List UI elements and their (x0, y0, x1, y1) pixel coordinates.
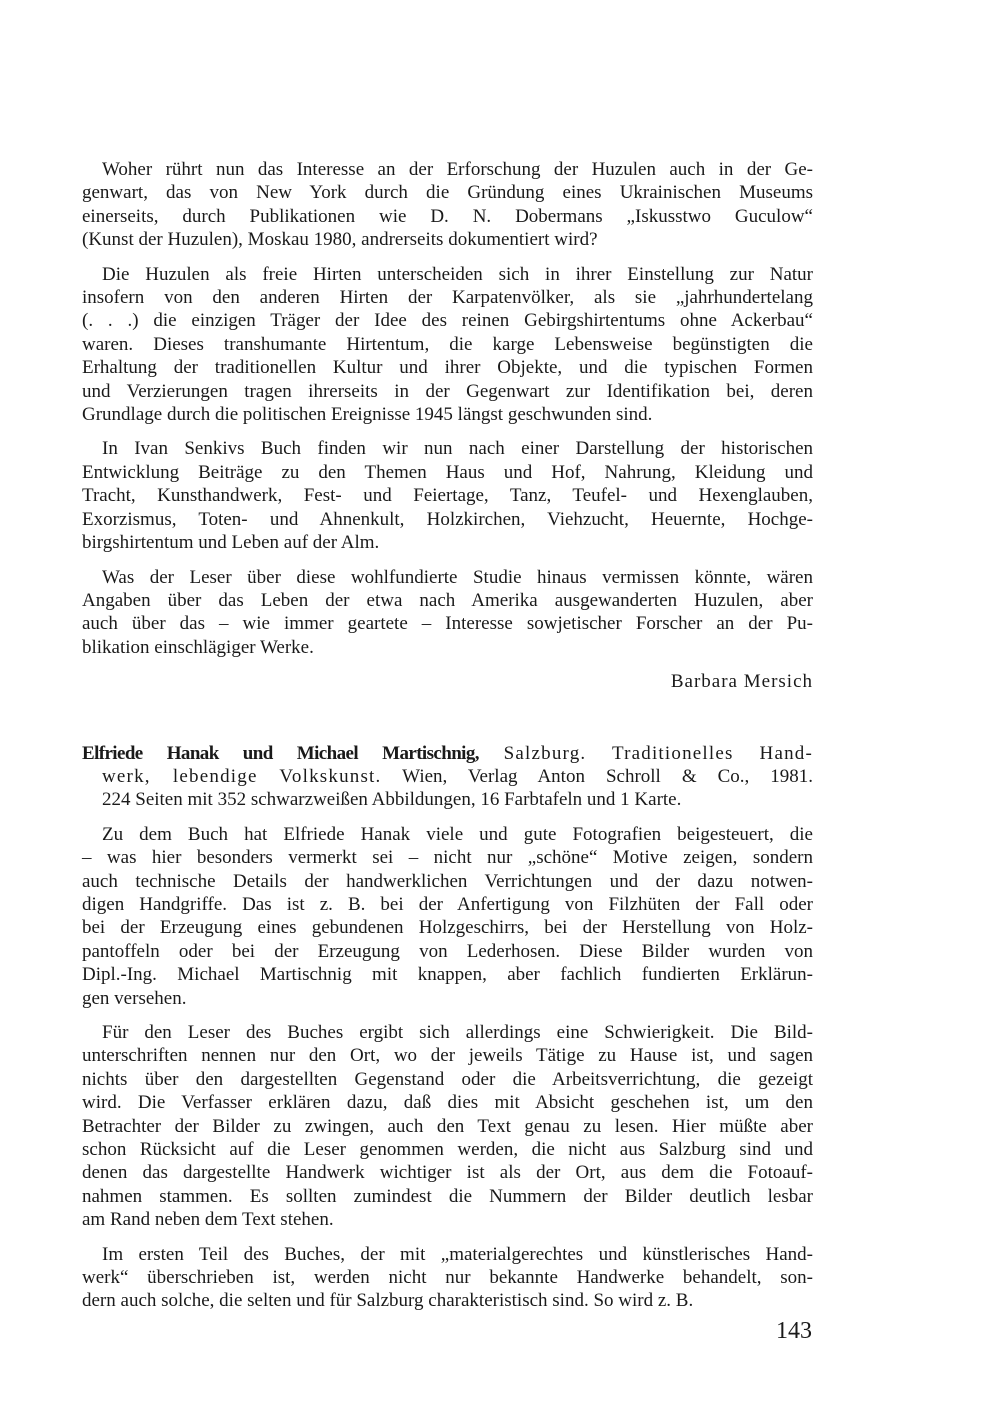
paragraph (82, 1021, 813, 1232)
review-signature: Barbara Mersich (670, 671, 813, 693)
book-authors: Elfriede Hanak und Michael Martischnig, (82, 742, 479, 764)
text-line: Grundlage durch die politischen Ereignisse 1945 längst geschwunden sind. (82, 404, 653, 426)
text-line: Betrachter der Bilder zu zwingen, auch den Text genau zu lesen. Hier müßte aber (82, 1115, 813, 1137)
paragraph (82, 437, 813, 554)
text-line: genwart, das von New York durch die Gründung eines Ukrainischen Museums (82, 182, 813, 204)
text-line: insofern von den anderen Hirten der Karpatenvölker, als sie „jahrhundertelang (82, 287, 813, 309)
book-title-part1: Salzburg. Traditionelles Hand- (503, 742, 813, 764)
text-line: nahmen stammen. Es sollten zumindest die Nummern der Bilder deutlich lesbar (82, 1185, 813, 1207)
text-line: denen das dargestellte Handwerk wichtiger ist als der Ort, aus dem die Fotoauf- (82, 1162, 813, 1184)
paragraph (82, 158, 813, 252)
text-line: unterschriften nennen nur den Ort, wo der jeweils Tätige zu Hause ist, und sagen (82, 1045, 813, 1067)
text-line: Was der Leser über diese wohlfundierte Studie hinaus vermissen könnte, wären (102, 566, 813, 588)
text-line: Exorzismus, Toten- und Ahnenkult, Holzkirchen, Viehzucht, Heuernte, Hochge- (82, 508, 813, 530)
text-line: digen Handgriffe. Das ist z. B. bei der Anfertigung von Filzhüten der Fall oder (82, 893, 813, 915)
paragraph (82, 566, 813, 660)
text-line: pantoffeln oder bei der Erzeugung von Lederhosen. Diese Bilder wurden von (82, 940, 813, 962)
text-line: und Verzierungen tragen ihrerseits in der Gegenwart zur Identifikation bei, deren (82, 380, 813, 402)
text-line: nichts über den dargestellten Gegenstand oder die Arbeitsverrichtung, die gezeigt (82, 1068, 813, 1090)
book-publisher: Wien, Verlag Anton Schroll & Co., 1981. (402, 765, 813, 787)
text-line: – was hier besonders vermerkt sei – nicht nur „schöne“ Motive zeigen, sondern (82, 847, 813, 869)
text-line: Für den Leser des Buches ergibt sich allerdings eine Schwierigkeit. Die Bild- (102, 1022, 813, 1043)
text-line: gen versehen. (82, 987, 187, 1009)
text-line: (Kunst der Huzulen), Moskau 1980, andrerseits dokumentiert wird? (82, 229, 598, 251)
text-line: In Ivan Senkivs Buch finden wir nun nach einer Darstellung der historischen (102, 438, 813, 460)
text-line: Zu dem Buch hat Elfriede Hanak viele und gute Fotografien beigesteuert, die (102, 823, 813, 845)
review-1 (82, 158, 813, 659)
book-citation (82, 742, 813, 812)
text-line: Erhaltung der traditionellen Kultur und ihrer Objekte, und die typischen Formen (82, 357, 813, 379)
text-line: Woher rührt nun das Interesse an der Erforschung der Huzulen auch in der Ge- (102, 159, 813, 180)
text-line: Entwicklung Beiträge zu den Themen Haus und Hof, Nahrung, Kleidung und (82, 461, 813, 483)
book-details: 224 Seiten mit 352 schwarzweißen Abbildungen, 16 Farbtafeln und 1 Karte. (102, 789, 682, 811)
text-line: birgshirtentum und Leben auf der Alm. (82, 532, 380, 554)
text-line: blikation einschlägiger Werke. (82, 636, 314, 658)
page-number: 143 (776, 1318, 812, 1344)
book-title-part2: werk, lebendige Volkskunst. (102, 765, 382, 787)
paragraph (82, 823, 813, 1010)
text-line: auch über das – wie immer geartete – Interesse sowjetischer Forscher an der Pu- (82, 613, 813, 635)
text-line: bei der Erzeugung eines gebundenen Holzgeschirrs, bei der Herstellung von Holz- (82, 917, 813, 939)
text-line: Im ersten Teil des Buches, der mit „materialgerechtes und künstlerisches Hand- (102, 1243, 813, 1265)
text-line: Die Huzulen als freie Hirten unterscheiden sich in ihrer Einstellung zur Natur (102, 263, 813, 285)
review-2 (82, 823, 813, 1313)
text-line: dern auch solche, die selten und für Salzburg charakteristisch sind. So wird z. B. (82, 1290, 694, 1312)
text-line: am Rand neben dem Text stehen. (82, 1209, 334, 1231)
text-line: schon Rücksicht auf die Leser genommen werden, die nicht aus Salzburg sind und (82, 1139, 813, 1161)
text-line: wird. Die Verfasser erklären dazu, daß dies mit Absicht geschehen ist, um den (82, 1092, 813, 1114)
text-line: auch technische Details der handwerklichen Verrichtungen und der dazu notwen- (82, 870, 813, 892)
text-line: (. . .) die einzigen Träger der Idee des reinen Gebirgshirtentums ohne Ackerbau“ (82, 310, 813, 332)
text-line: waren. Dieses transhumante Hirtentum, die karge Lebensweise begünstigten die (82, 333, 813, 355)
text-line: Angaben über das Leben der etwa nach Amerika ausgewanderten Huzulen, aber (82, 589, 813, 611)
text-line: Dipl.-Ing. Michael Martischnig mit knappen, aber fachlich fundierten Erklärun- (82, 964, 813, 986)
text-line: einerseits, durch Publikationen wie D. N. Dobermans „Iskusstwo Guculow“ (82, 205, 813, 227)
page-body (82, 158, 813, 1324)
paragraph (82, 263, 813, 427)
text-line: Tracht, Kunsthandwerk, Fest- und Feiertage, Tanz, Teufel- und Hexenglauben, (82, 485, 813, 507)
text-line: werk“ überschrieben ist, werden nicht nur bekannte Handwerke behandelt, son- (82, 1267, 813, 1289)
paragraph (82, 1243, 813, 1313)
